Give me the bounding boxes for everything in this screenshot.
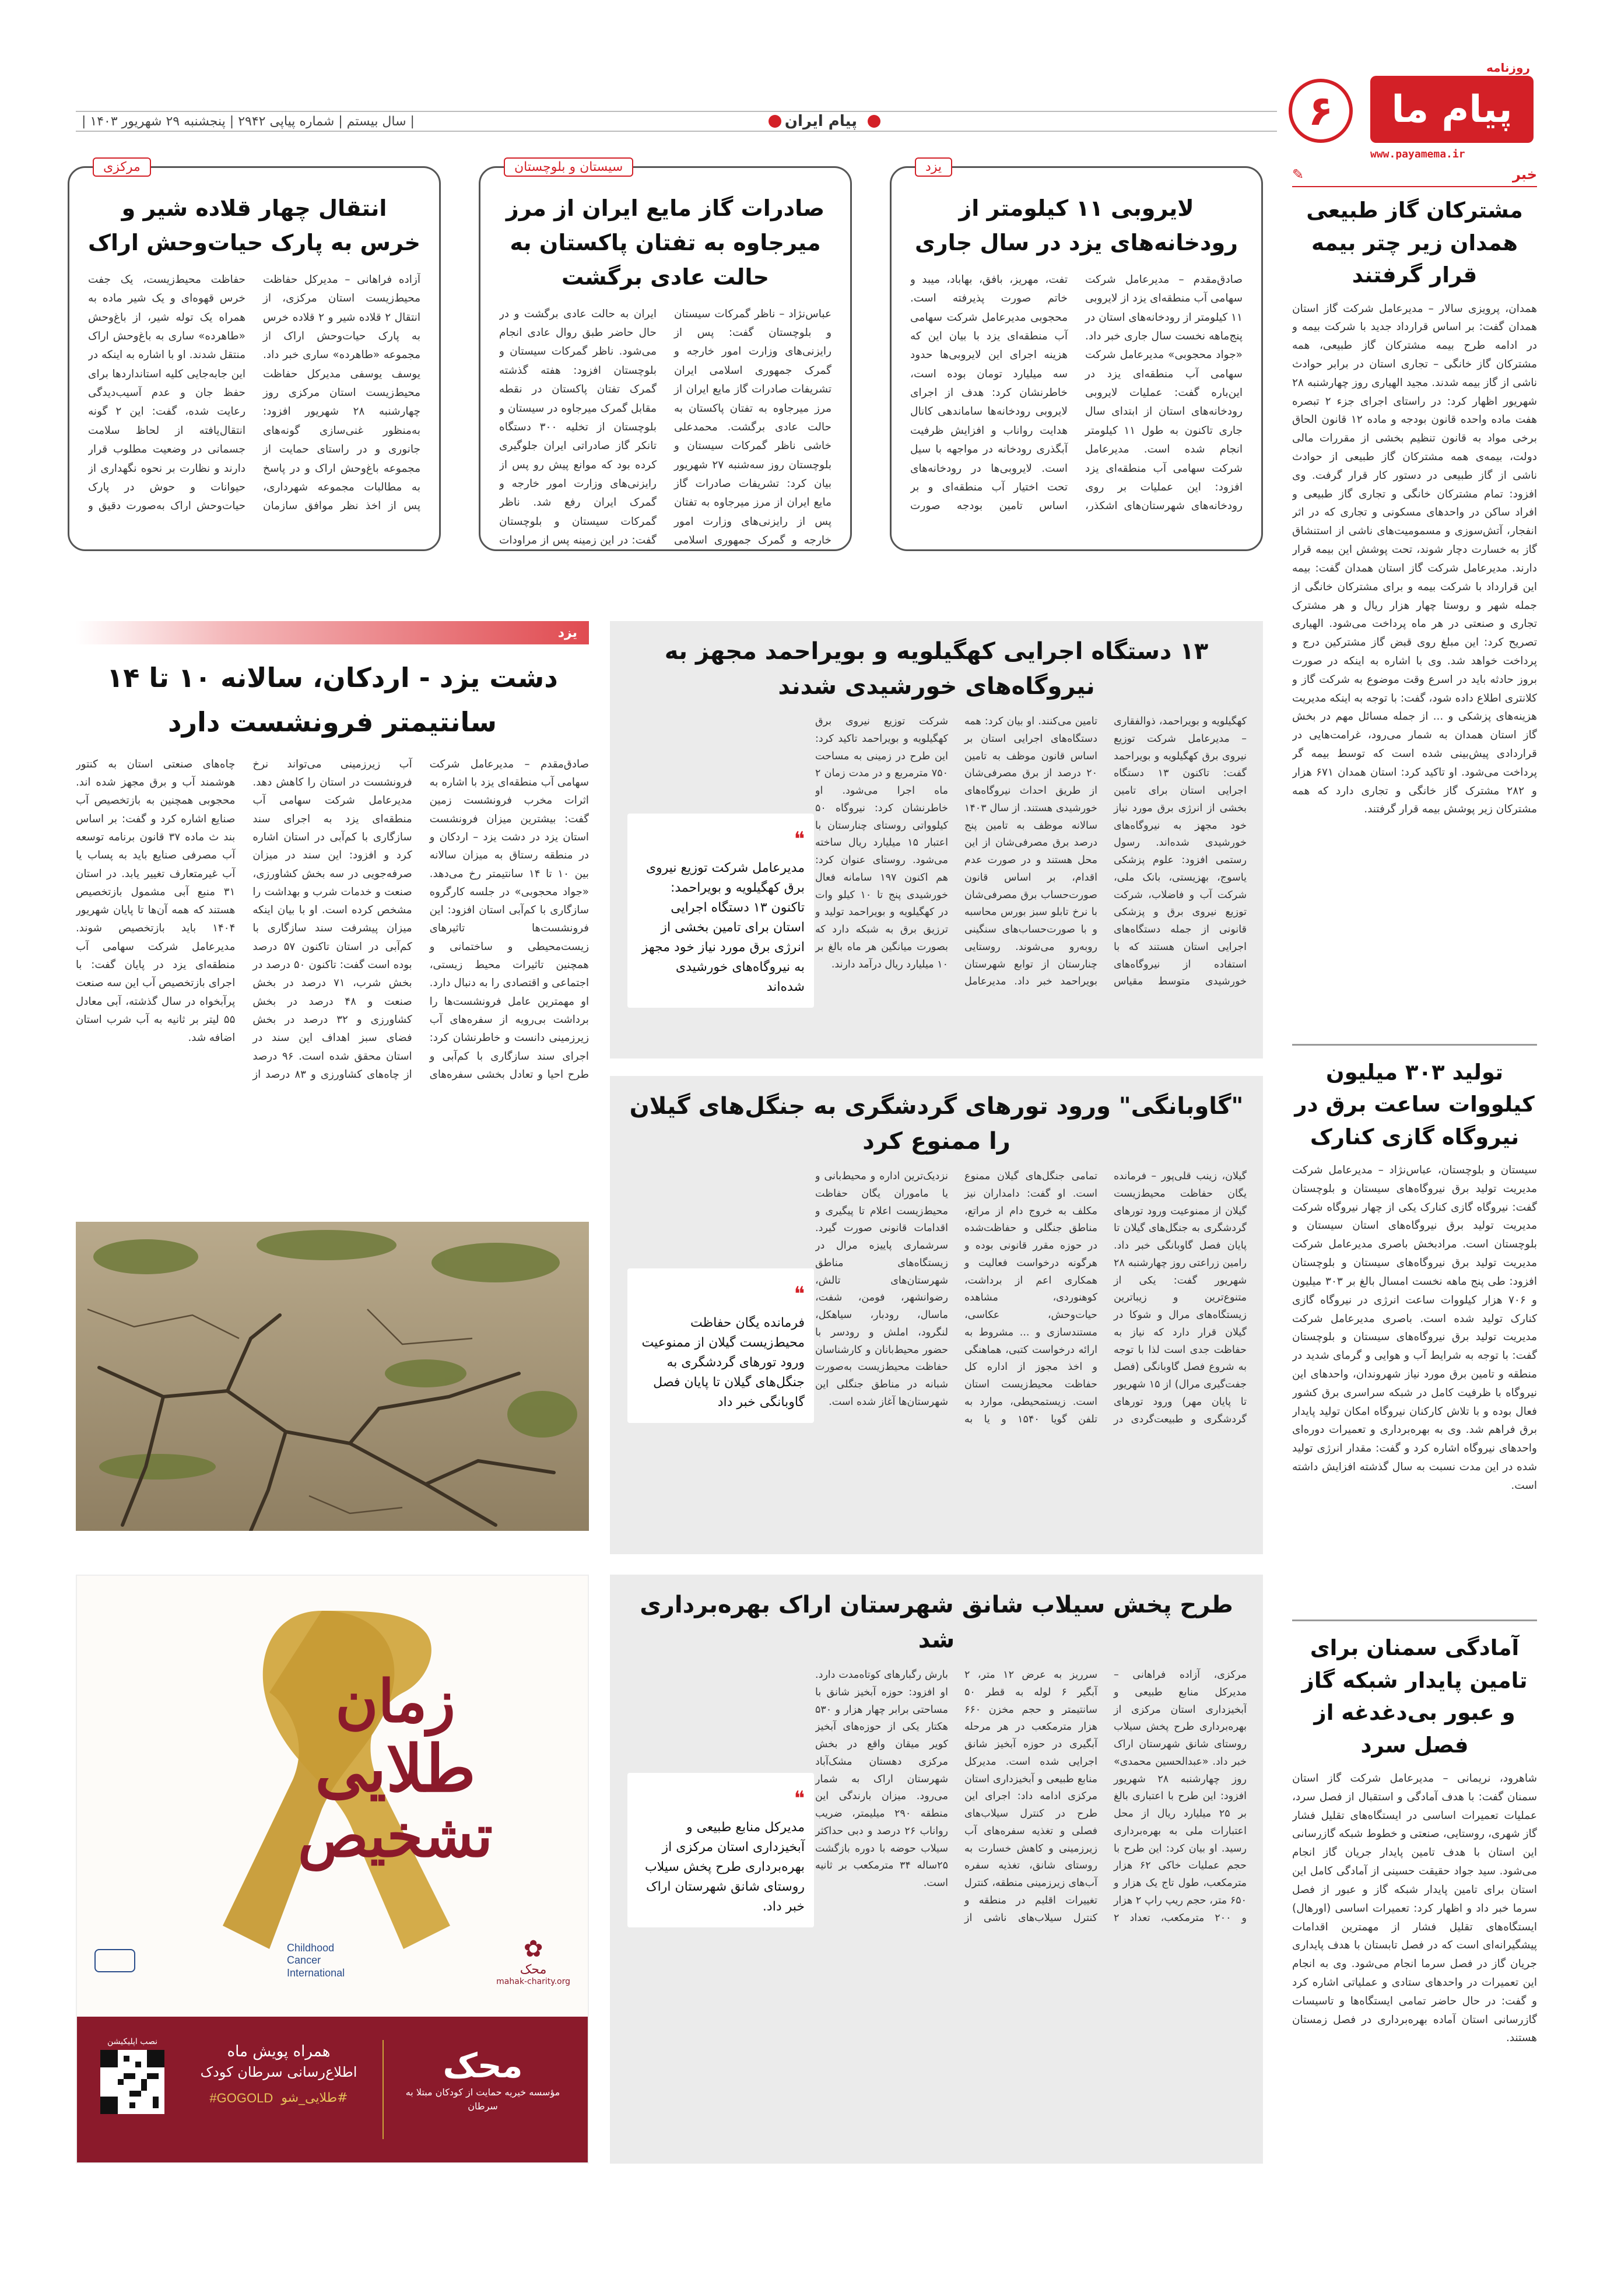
section-title: پیام ایران xyxy=(784,113,857,130)
childhood-cancer-international-logo: Childhood Cancer International xyxy=(287,1941,345,1979)
article-body: کهگیلویه و بویراحمد، ذوالفقاری – مدیرعامل شرکت توزیع نیروی برق کهگیلویه و بویراحمد گفت: تاکنون ۱۳ دستگاه اجرایی استان برای تامین بخشی از انرژی برق مورد نیاز خود مجهز به نیروگاه‌های خورشیدی شده‌اند. رسول رستمی افزود: علوم پزشکی یاسوج، بهزیستی، بانک ملی، شرکت آب و فاضلاب، شرکت توزیع نیروی برق و پزشکی قانونی از جمله دستگاه‌های اجرایی استان هستند که با استفاده از نیروگاه‌های خورشیدی متوسط مقیاس تامین می‌کنند. او بیان کرد: همه دستگاه‌های اجرایی استان بر اساس قانون موظف به تامین ۲۰ درصد از برق مصرفی‌شان از طریق احداث نیروگاه‌های خورشیدی هستند. از سال ۱۴۰۳ سالانه موظف به تامین پنج درصد برق مصرفی‌شان از این محل هستند و در صورت عدم اقدام، بر اساس قانون صورت‌حساب برق مصرفی‌شان با نرخ تابلو سبز بورس محاسبه و با صورت‌حساب‌های سنگینی روبه‌رو می‌شوند. روستایی چنارستان از توابع شهرستان بویراحمد خبر داد. مدیرعامل شرکت توزیع نیروی برق کهگیلویه و بویراحمد تاکید کرد: این طرح در زمینی به مساحت ۷۵۰ مترمربع و در مدت زمان ۲ ماه اجرا می‌شود. او خاطرنشان کرد: نیروگاه ۵۰ کیلوواتی روستای چنارستان با اعتبار ۱۵ میلیارد ریال ساخته می‌شود. روستای عنوان کرد: هم اکنون ۱۹۷ سامانه فعال خورشیدی پنج تا ۱۰ کیلو وات در کهگیلویه و بویراحمد تولید و ترزیق برق به شبکه دارد که بصورت میانگین هر ماه بالغ بر ۱۰ میلیارد ریال درآمد دارند. xyxy=(815,716,1247,988)
bullet-icon xyxy=(769,115,781,128)
article-body: عباس‌نژاد – ناظر گمرکات سیستان و بلوچستان گفت: پس از رایزنی‌های وزارت امور خارجه و گمرک جمهوری اسلامی ایران تشریفات صادرات گاز مایع ایران از مرز میرجاوه به تفتان پاکستان به حالت عادی برگشت. محمدعلی خاشی ناظر گمرکات سیستان و بلوچستان روز سه‌شنبه ۲۷ شهریور بیان کرد: تشریفات صادرات گاز مایع ایران از مرز میرجاوه به تفتان پس از رایزنی‌های وزارت امور خارجه و گمرک جمهوری اسلامی ایران به حالت عادی برگشت و در حال حاضر طبق روال عادی انجام می‌شود. ناظر گمرکات سیستان و بلوچستان افزود: هفته گذشته گمرک تفتان پاکستان در نقطه مقابل گمرک میرجاوه در سیستان و بلوچستان از تخلیه ۳۰۰ دستگاه تانکر گاز صادراتی ایران جلوگیری کرده بود که موانع پیش رو پس از رایزنی‌های وزارت امور خارجه و گمرک ایران رفع شد. ناظر گمرکات سیستان و بلوچستان گفت: در این زمینه پس از مراودات xyxy=(499,307,831,547)
hashtag[interactable]: #طلایی_شو xyxy=(281,2091,348,2105)
page-number: ۶ xyxy=(1289,79,1353,143)
article-callout xyxy=(627,1268,814,1423)
article-title: ۱۳ دستگاه اجرایی کهگیلویه و بویراحمد مجهز به نیروگاه‌های خورشیدی شدند xyxy=(664,638,1209,700)
issue-info: | سال بیستم | شماره پیاپی ۲۹۴۲ | پنجشنبه ۲۹ شهریور ۱۴۰۳ | xyxy=(82,114,415,129)
article-body: صادق‌مقدم – مدیرعامل شرکت سهامی آب منطقه‌ای یزد از لایروبی ۱۱ کیلومتر از رودخانه‌های استان در پنج‌ماهه نخست سال جاری خبر داد. «جواد محجوبی» مدیرعامل شرکت سهامی آب منطقه‌ای یزد در این‌باره گفت: عملیات لایروبی رودخانه‌های استان از ابتدای سال جاری تاکنون به طول ۱۱ کیلومتر انجام شده است. مدیرعامل شرکت سهامی آب منطقه‌ای یزد افزود: این عملیات بر روی رودخانه‌های شهرستان‌های اشکذر، تفت، مهریز، بافق، بهاباد، میبد و خاتم صورت پذیرفته است. محجوبی مدیرعامل شرکت سهامی آب منطقه‌ای یزد با بیان این که هزینه اجرای این لایروبی‌ها حدود سه میلیارد تومان بوده است، خاطرنشان کرد: هدف از اجرای لایروبی رودخانه‌ها ساماندهی کانال هدایت رواناب و افزایش ظرفیت آبگذری رودخانه در مواجهه با سیل است. لایروبی‌ها در رودخانه‌های تحت اختیار آب منطقه‌ای و بر اساس تامین بودجه صورت xyxy=(910,273,1243,513)
article-body: سیستان و بلوچستان، عباس‌نژاد – مدیرعامل شرکت مدیریت تولید برق نیروگاه‌های سیستان و بلوچستان گفت: نیروگاه گازی کنارک یکی از چهار نیروگاه شرکت مدیریت تولید برق نیروگاه‌های استان سیستان و بلوچستان است. مرادبخش باصری مدیرعامل شرکت مدیریت تولید برق نیروگاه‌های سیستان و بلوچستان افزود: طی پنج ماهه نخست امسال بالغ بر ۳۰۳ میلیون و ۷۰۶ هزار کیلووات ساعت انرژی در نیروگاه گازی کنارک تولید شده است. باصری مدیرعامل شرکت مدیریت تولید برق نیروگاه‌های سیستان و بلوچستان گفت: با توجه به شرایط آب و هوایی و گرمای شدید در منطقه و تامین برق مورد نیاز شهروندان، واحدهای این نیروگاه با ظرفیت کامل در شبکه سراسری برق کشور فعال بوده و با تلاش کارکنان نیروگاه امکان تولید پایدار برق فراهم شد. وی به بهره‌برداری و تعمیرات دوره‌ای واحدهای نیروگاه اشاره کرد و گفت: مقدار انرژی تولید شده در این مدت نسبت به سال گذشته افزایش داشته است. xyxy=(1292,1164,1537,1492)
article-title: "گاوبانگی" ورود تورهای گردشگری به جنگل‌های گیلان را ممنوع کرد xyxy=(629,1093,1244,1155)
article-gilan-forest xyxy=(610,1076,1263,1554)
article-title: طرح پخش سیلاب شانق شهرستان اراک بهره‌برداری شد xyxy=(640,1592,1233,1653)
region-tag: یزد xyxy=(915,157,952,177)
ribbon-title-line: طلایی xyxy=(315,1731,476,1806)
ribbon-title xyxy=(244,1669,547,1868)
article-title: تولید ۳۰۳ میلیون کیلووات ساعت برق در نیروگاه گازی کنارک xyxy=(1294,1059,1535,1149)
divider xyxy=(1292,1044,1537,1046)
sop-logo xyxy=(94,1949,135,1972)
article-body: آزاده فراهانی – مدیرکل حفاظت محیط‌زیست استان مرکزی، از انتقال ۲ قلاده شیر و ۲ قلاده خرس به پارک حیات‌وحش اراک از مجموعه «طاهرده» ساری خبر داد. یوسف یوسفی مدیرکل حفاظت محیط‌زیست استان مرکزی روز چهارشنبه ۲۸ شهریور افزود: به‌منظور غنی‌سازی گونه‌های جانوری و در راستای حمایت از مجموعه باغ‌وحش اراک و در پاسخ به مطالبات مجموعه شهرداری، پس از اخذ نظر موافق سازمان حفاظت محیط‌زیست، یک جفت خرس قهوه‌ای و یک شیر ماده به همراه یک توله شیر، از باغ‌وحش «طاهرده» ساری به باغ‌وحش اراک منتقل شدند. او با اشاره به اینکه در این جابه‌جایی کلیه استانداردها برای حفظ جان و عدم آسیب‌دیدگی رعایت شده، گفت: این ۲ گونه انتقال‌یافته از لحاظ سلامت جسمانی در وضعیت مطلوب قرار دارند و نظارت بر نحوه نگهداری از حیوانات و حوش در پارک حیات‌وحش اراک به‌صورت دقیق و xyxy=(88,273,420,513)
hashtag[interactable]: #GOGOLD xyxy=(209,2091,273,2105)
cracked-soil-photo xyxy=(76,1222,589,1531)
masthead xyxy=(76,61,1534,160)
campaign-line: همراه پویش ماه xyxy=(227,2043,331,2060)
callout-text: مدیرکل منابع طبیعی و آبخیزداری استان مرکزی از بهره‌برداری طرح پخش سیلاب روستای شانق شهرستان اراک خبر داد. xyxy=(644,1820,805,1915)
qr-label: نصب اپلیکیشن xyxy=(107,2037,157,2046)
ad-divider xyxy=(383,2040,384,2139)
article-title: آمادگی سمنان برای تامین پایدار شبکه گاز و عبور بی‌دغدغه از فصل سرد xyxy=(1301,1635,1528,1758)
callout-text: فرمانده یگان حفاظت محیط‌زیست گیلان از ممنوعیت ورود تورهای گردشگری به جنگل‌های گیلان تا پایان فصل گاوبانگی خبر داد xyxy=(641,1315,805,1410)
ribbon-title-line: زمان xyxy=(335,1667,455,1736)
article-callout xyxy=(627,814,814,1008)
article-box-arak-zoo xyxy=(68,160,441,551)
cracked-soil-image xyxy=(76,1222,589,1531)
region-tag: یزد xyxy=(557,625,577,640)
article-callout xyxy=(627,1773,814,1927)
article-box-gas-export xyxy=(479,160,852,551)
qr-code[interactable] xyxy=(94,2037,170,2116)
article-box-yazd-river xyxy=(890,160,1263,551)
article-title: لایروبی ۱۱ کیلومتر از رودخانه‌های یزد در سال جاری xyxy=(914,195,1238,255)
newspaper-logo[interactable] xyxy=(1370,61,1534,160)
ad-footer xyxy=(77,2017,588,2162)
article-body: گیلان، زینب قلی‌پور – فرمانده یگان حفاظت محیط‌زیست گیلان از ممنوعیت ورود تورهای گردشگری به جنگل‌های گیلان تا پایان فصل گاوبانگی خبر داد. رامین زراعتی روز چهارشنبه ۲۸ شهریور گفت: یکی از متنوع‌ترین و زیباترین زیستگاه‌های مرال و شوکا در گیلان قرار دارد که نیاز به حفاظت جدی است لذا با توجه به شروع فصل گاوبانگی (فصل جفت‌گیری مرال) از ۱۵ شهریور تا پایان مهر) ورود تورهای گردشگری و طبیعت‌گردی در تمامی جنگل‌های گیلان ممنوع است. او گفت: دامداران نیز مکلف به خروج دام از مراتع، مناطق جنگلی و حفاظت‌شده در حوزه مقرر قانونی بوده و هرگونه درخواست فعالیت و همکاری اعم از برداشت، کوهنوردی، مشاهده حیات‌وحش، عکاسی، مستندسازی و ... مشروط به ارائه درخواست کتبی، هماهنگی و اخذ مجوز از اداره کل حفاظت محیط‌زیست استان است. زیستمحیطی، موارد به تلفن گویا ۱۵۴۰ و یا به نزدیک‌ترین اداره و محیط‌بانی و یا ماموران یگان حفاظت محیط‌زیست اعلام تا پیگیری و اقدامات قانونی صورت گیرد. سرشماری پاییزه مرال در زیستگاه‌های مناطق شهرستان‌های تالش، رضوانشهر، فومن، شفت، ماسال، رودبار، سیاهکل، لنگرود، املش و رودسر با حضور محیط‌بانان و کارشناسان حفاظت محیط‌زیست به‌صورت شبانه در مناطق جنگلی این شهرستان‌ها آغاز شده است. xyxy=(815,1170,1247,1425)
news-icon: ✎ xyxy=(1292,166,1304,183)
ad-brand xyxy=(395,2046,570,2113)
column-label-text: خبر xyxy=(1512,166,1537,183)
article-title: انتقال چهار قلاده شیر و خرس به پارک حیات‌وحش اراک xyxy=(88,195,420,255)
mahak-logo-text: محک xyxy=(520,1962,547,1977)
column-label xyxy=(1292,166,1537,187)
mahak-url[interactable]: mahak-charity.org xyxy=(496,1976,570,1986)
article-yazd-subsidence xyxy=(76,621,589,1210)
right-news-column xyxy=(1292,166,1537,2296)
quote-icon: ❝ xyxy=(794,1787,805,1810)
article-title: دشت یزد - اردکان، سالانه ۱۰ تا ۱۴ سانتیمتر فرونشست دارد xyxy=(107,662,558,738)
region-tag: مرکزی xyxy=(93,157,151,177)
advertisement[interactable] xyxy=(76,1575,589,2164)
qr-code-icon xyxy=(100,2050,164,2114)
ad-brand-name: محک xyxy=(443,2046,523,2085)
bullet-icon xyxy=(868,115,880,128)
hashtags[interactable] xyxy=(191,2091,366,2106)
site-url[interactable]: www.payamema.ir xyxy=(1370,148,1465,160)
partner-logos xyxy=(94,1926,570,1996)
article-body: همدان، پرویزی سالار – مدیرعامل شرکت گاز استان همدان گفت: بر اساس قرارداد جدید با شرکت بیمه و در ادامه طرح بیمه مشترکان گاز طبیعی، همه مشترکان گاز خانگی – تجاری استان در برابر حوادث ناشی از گاز بیمه شدند. مجید الهیاری روز چهارشنبه ۲۸ شهریور اظهار کرد: در راستای اجرای جزء ۲ تبصره هفت ماده واحده قانون بودجه و ماده ۱۲ قانون الحاق برخی مواد به قانون تنظیم بخشی از مقررات مالی دولت، بیمه‌ی همه مشترکان گاز طبیعی از حوادث ناشی از گاز طبیعی در دستور کار قرار گرفت. وی افزود: تمام مشترکان خانگی و تجاری گاز طبیعی و افراد ساکن در واحدهای مسکونی و تجاری که در اثر انفجار، آتش‌سوزی و مسمومیت‌های ناشی از استنشاق گاز به خسارت دچار شوند، تحت پوشش این بیمه قرار دارند. مدیرعامل شرکت گاز استان همدان گفت: بیمه این قرارداد با شرکت بیمه و برای مشترکان خانگی از جمله شهر و روستا چهار هزار ریال و هر مشترک تجاری و صنعتی در هر ماه پرداخت می‌شود. الهیاری تصریح کرد: این مبلغ روی قبض گاز مشترکین درج و پرداخت خواهد شد. وی با اشاره به اینکه در صورت بروز حادثه باید در اسرع وقت موضوع به شرکت گاز و کلانتری اطلاع داده شود، گفت: با توجه به اینکه مدیریت هزینه‌های پزشکی و ... از جمله مسائل مهم در بخش گاز استان همدان به شمار می‌رود، غرامت‌هایی در قراردادی پیش‌بینی شده است که توسط بیمه گر پرداخت می‌شود. او تاکید کرد: استان همدان ۶۷۱ هزار و ۲۸۲ مشترک گاز خانگی و تجاری دارد که همه مشترکان زیر پوشش بیمه قرار گرفتند. xyxy=(1292,302,1537,816)
brand-label: روزنامه xyxy=(1486,61,1530,75)
article-solar-plants xyxy=(610,621,1263,1058)
article-title: صادرات گاز مایع ایران از مرز میرجاوه به تفتان پاکستان به حالت عادی برگشت xyxy=(506,195,825,290)
region-bar xyxy=(76,621,589,644)
article-body: صادق‌مقدم – مدیرعامل شرکت سهامی آب منطقه‌ای یزد با اشاره به اثرات مخرب فرونشست زمین گفت: بیشترین میزان فرونشست استان یزد در دشت یزد – اردکان و در منطقه رستاق به میزان سالانه بین ۱۰ تا ۱۴ سانتیمتر رخ می‌دهد. «جواد محجوبی» در جلسه کارگروه سازگاری با کم‌آبی استان افزود: این فرونشست‌ها تاثیرهای زیست‌محیطی و ساختمانی و همچنین تاثیرات محیط زیستی، اجتماعی و اقتصادی را به دنبال دارد. او مهمترین عامل فرونشست‌ها را برداشت بی‌رویه از سفره‌های آب زیرزمینی دانست و خاطرنشان کرد: اجرای سند سازگاری با کم‌آبی و طرح احیا و تعادل بخشی سفره‌های آب زیرزمینی می‌تواند نرخ فرونشست در استان را کاهش دهد. مدیرعامل شرکت سهامی آب منطقه‌ای یزد به اجرای سند سازگاری با کم‌آبی در استان اشاره کرد و افزود: این سند در میزان صرفه‌جویی در سه بخش کشاورزی، صنعت و خدمات شرب و بهداشت را مشخص کرده است. او با بیان اینکه میزان پیشرفت سند سازگاری با کم‌آبی در استان تاکنون ۵۷ درصد بوده است گفت: تاکنون ۵۰ درصد در بخش شرب، ۷۱ درصد در بخش صنعت و ۴۸ درصد در بخش کشاورزی و ۳۲ درصد در بخش فضای سبز اهداف این سند در استان محقق شده است. ۹۶ درصد از چاه‌های کشاورزی و ۸۳ درصد از چاه‌های صنعتی استان به کنتور هوشمند آب و برق مجهز شده اند. محجوبی همچنین به بازتخصیص آب صنایع اشاره کرد و گفت: بر اساس بند ث ماده ۳۷ قانون برنامه توسعه آب مصرفی صنایع باید به پساب یا آب غیرمتعارف تغییر یابد. در استان ۳۱ منبع آبی مشمول بازتخصیص هستند که همه آن‌ها تا پایان شهریور ۱۴۰۴ باید بازتخصیص شوند. مدیرعامل شرکت سهامی آب منطقه‌ای یزد در پایان گفت: با اجرای بازتخصیص آب این سه صنعت پرآبخواه در سال گذشته، آبی معادل ۵۵ لیتر بر ثانیه به آب شرب استان اضافه شد. xyxy=(76,758,589,1081)
ad-brand-subtitle: مؤسسه خیریه حمایت از کودکان مبتلا به سرطان xyxy=(405,2087,560,2112)
mahak-logo xyxy=(496,1936,570,1986)
callout-text: مدیرعامل شرکت توزیع نیروی برق کهگیلویه و بویراحمد: تاکنون ۱۳ دستگاه اجرایی استان برای تامین بخشی از انرژی برق مورد نیاز خود مجهز به نیروگاه‌های خورشیدی شده‌اند xyxy=(641,860,805,995)
ad-campaign xyxy=(191,2043,366,2106)
article-flood-spreading xyxy=(610,1575,1263,2164)
header-strip xyxy=(76,111,1277,132)
campaign-line: اطلاع‌رسانی سرطان کودک xyxy=(200,2064,357,2080)
mahak-logo-icon: ✿ xyxy=(523,1935,543,1962)
article-body: مرکزی، آزاده فراهانی – مدیرکل منابع طبیعی و آبخیزداری استان مرکزی از بهره‌برداری طرح پخش سیلاب روستای شانق شهرستان اراک خبر داد. «عبدالحسین محمدی» روز چهارشنبه ۲۸ شهریور افزود: این طرح با اعتباری بالغ بر ۲۵ میلیارد ریال از محل اعتبارات ملی به بهره‌برداری رسید. او بیان کرد: این طرح با حجم عملیات خاکی ۶۲ هزار مترمکعب، طول تاج یک هزار و ۶۵۰ متر، حجم ریپ راپ ۲ هزار و ۲۰۰ مترمکعب، تعداد ۲ سرریز به عرض ۱۲ متر، ۲ آبگیر ۶ لوله به قطر ۵۰ سانتیمتر و حجم مخزن ۶۶۰ هزار مترمکعب در هر مرحله آبگیری در حوزه آبخیز شانق اجرایی شده است. مدیرکل منابع طبیعی و آبخیزداری استان مرکزی ادامه داد: اجرای این طرح در کنترل سیلاب‌های فصلی و تغذیه سفره‌های آب زیرزمینی و کاهش خسارت به روستای شانق، تغذیه سفره آب‌های زیرزمینی منطقه، کنترل تغییرات اقلیم در منطقه و کنترل سیلاب‌های ناشی از بارش رگبارهای کوتاه‌مدت دارد. او افزود: حوزه آبخیز شانق با مساحتی برابر چهار هزار و ۵۳۰ هکتار یکی از حوزه‌های آبخیز کویر میقان واقع در بخش مرکزی دهستان مشک‌آباد شهرستان اراک به شمار می‌رود. میزان بارندگی این منطقه ۲۹۰ میلیمتر، ضریب رواناب ۲۶ درصد و دبی حداکثر سیلاب حوضه با دوره بازگشت ۲۵ساله ۳۴ مترمکعب بر ثانیه است. xyxy=(815,1669,1247,1924)
article-body: شاهرود، نریمانی – مدیرعامل شرکت گاز استان سمنان گفت: با هدف آمادگی و استقبال از فصل سرد، عملیات تعمیرات اساسی در ایستگاه‌های تقلیل فشار گاز شهری، روستایی، صنعتی و خطوط شبکه گازرسانی این استان با هدف تامین پایدار جریان گاز انجام می‌شود. سید جواد حقیقت حسینی از آمادگی کامل این استان برای تامین پایدار شبکه گاز و عبور از فصل سرما خبر داد و اظهار کرد: تعمیرات اساسی (اورهال) ایستگاه‌های تقلیل فشار از مهمترین اقدامات پیشگیرانه‌ای است که در فصل تابستان با هدف پایداری جریان گاز در فصل سرما انجام می‌شود. وی به انجام این تعمیرات در واحدهای ستادی و عملیاتی اشاره کرد و گفت: در حال حاضر تمامی ایستگاه‌ها و تاسیسات گازرسانی استان آماده بهره‌برداری در فصل زمستان هستند. xyxy=(1292,1772,1537,2045)
quote-icon: ❝ xyxy=(794,828,805,851)
brand-name: پیام ما xyxy=(1391,87,1513,131)
region-tag: سیستان و بلوچستان xyxy=(504,157,633,177)
article-title: مشترکان گاز طبیعی همدان زیر چتر بیمه قرار گرفتند xyxy=(1306,198,1523,288)
quote-icon: ❝ xyxy=(794,1282,805,1306)
divider xyxy=(1292,1620,1537,1621)
ribbon-title-line: تشخیص xyxy=(297,1801,493,1870)
